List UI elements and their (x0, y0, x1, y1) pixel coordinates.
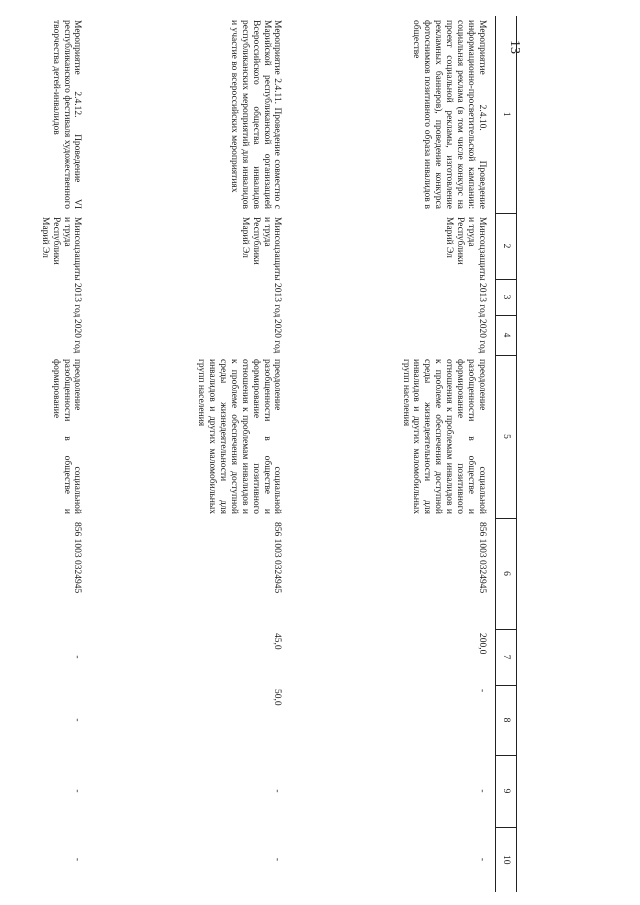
executor-cell: Минсоцзащиты и труда Республики Марий Эл (239, 217, 283, 281)
header-cell: 2 (496, 213, 517, 279)
header-cell: 10 (496, 827, 517, 892)
value-cell-9: - (477, 789, 487, 793)
header-cell: 4 (496, 315, 517, 355)
header-cell: 9 (496, 755, 517, 827)
activity-name-cell: Мероприятие 2.4.10. Проведение информационно-просветительской кампании: социальная реклама (в том числе конкурс на проект социальной рекламы, изготовление рекламных баннеров), проведение конкурса фотоснимков позитивного образа инвалидов в обществе (411, 20, 487, 209)
value-cell-7: 200,0 (477, 633, 487, 655)
header-cell: 1 (496, 16, 517, 213)
activity-name-cell: Мероприятие 2.4.12. Проведение VI республиканского фестиваля художественного творчества детей-инвалидов (50, 20, 83, 209)
budget-code-cell: 856 1003 0324945 (477, 522, 487, 594)
header-row (496, 16, 517, 892)
page-number: 13 (507, 40, 522, 54)
value-cell-8: - (477, 689, 487, 693)
table-row (291, 16, 496, 892)
header-cell: 5 (496, 355, 517, 518)
expected-result-cell: преодоление социальной разобщенности в обществе и формирование позитивного отношения к проблемам инвалидов и к проблеме обеспечения доступной среды жизнедеятельности для инвалидов и других маломобильных групп населения (400, 359, 487, 514)
value-cell-10: - (477, 857, 487, 862)
value-cell-10: - (72, 857, 83, 862)
value-cell-7: 45,0 (272, 633, 283, 650)
end-year-cell: 2020 год (477, 319, 487, 354)
activity-name-cell: Мероприятие 2.4.11. Проведение совместно с Марийской республиканской организацией Всероссийского общества инвалидов республиканских мероприятий для инвалидов и участие во всероссийских мероприятиях (228, 20, 283, 209)
value-cell-7: - (72, 655, 83, 659)
expected-result-cell: преодоление социальной разобщенности в обществе и формирование позитивного отношения к проблемам инвалидов и к проблеме обеспечения доступной среды жизнедеятельности для инвалидов и других маломобильных групп населения (196, 359, 283, 514)
value-cell-9: - (72, 789, 83, 793)
value-cell-8: 50,0 (272, 689, 283, 706)
program-table (1, 16, 518, 892)
end-year-cell: 2020 год (272, 319, 283, 354)
table-row (1, 16, 91, 892)
value-cell-10: - (272, 857, 283, 862)
header-cell: 7 (496, 629, 517, 685)
start-year-cell: 2013 год (272, 283, 283, 318)
table-row (91, 16, 291, 892)
executor-cell: Минсоцзащиты и труда Республики Марий Эл (39, 217, 83, 281)
start-year-cell: 2013 год (477, 283, 487, 318)
value-cell-8: - (72, 718, 83, 722)
expected-result-cell: преодоление социальной разобщенности в обществе и формирование (50, 359, 83, 514)
end-year-cell: 2020 год (72, 319, 83, 354)
header-cell: 6 (496, 518, 517, 629)
value-cell-9: - (272, 789, 283, 793)
header-cell: 8 (496, 685, 517, 755)
header-cell: 3 (496, 279, 517, 315)
budget-code-cell: 856 1003 0324945 (272, 522, 283, 594)
executor-cell: Минсоцзащиты и труда Республики Марий Эл (444, 217, 487, 281)
start-year-cell: 2013 год (72, 283, 83, 318)
budget-code-cell: 856 1003 0324945 (72, 522, 83, 594)
